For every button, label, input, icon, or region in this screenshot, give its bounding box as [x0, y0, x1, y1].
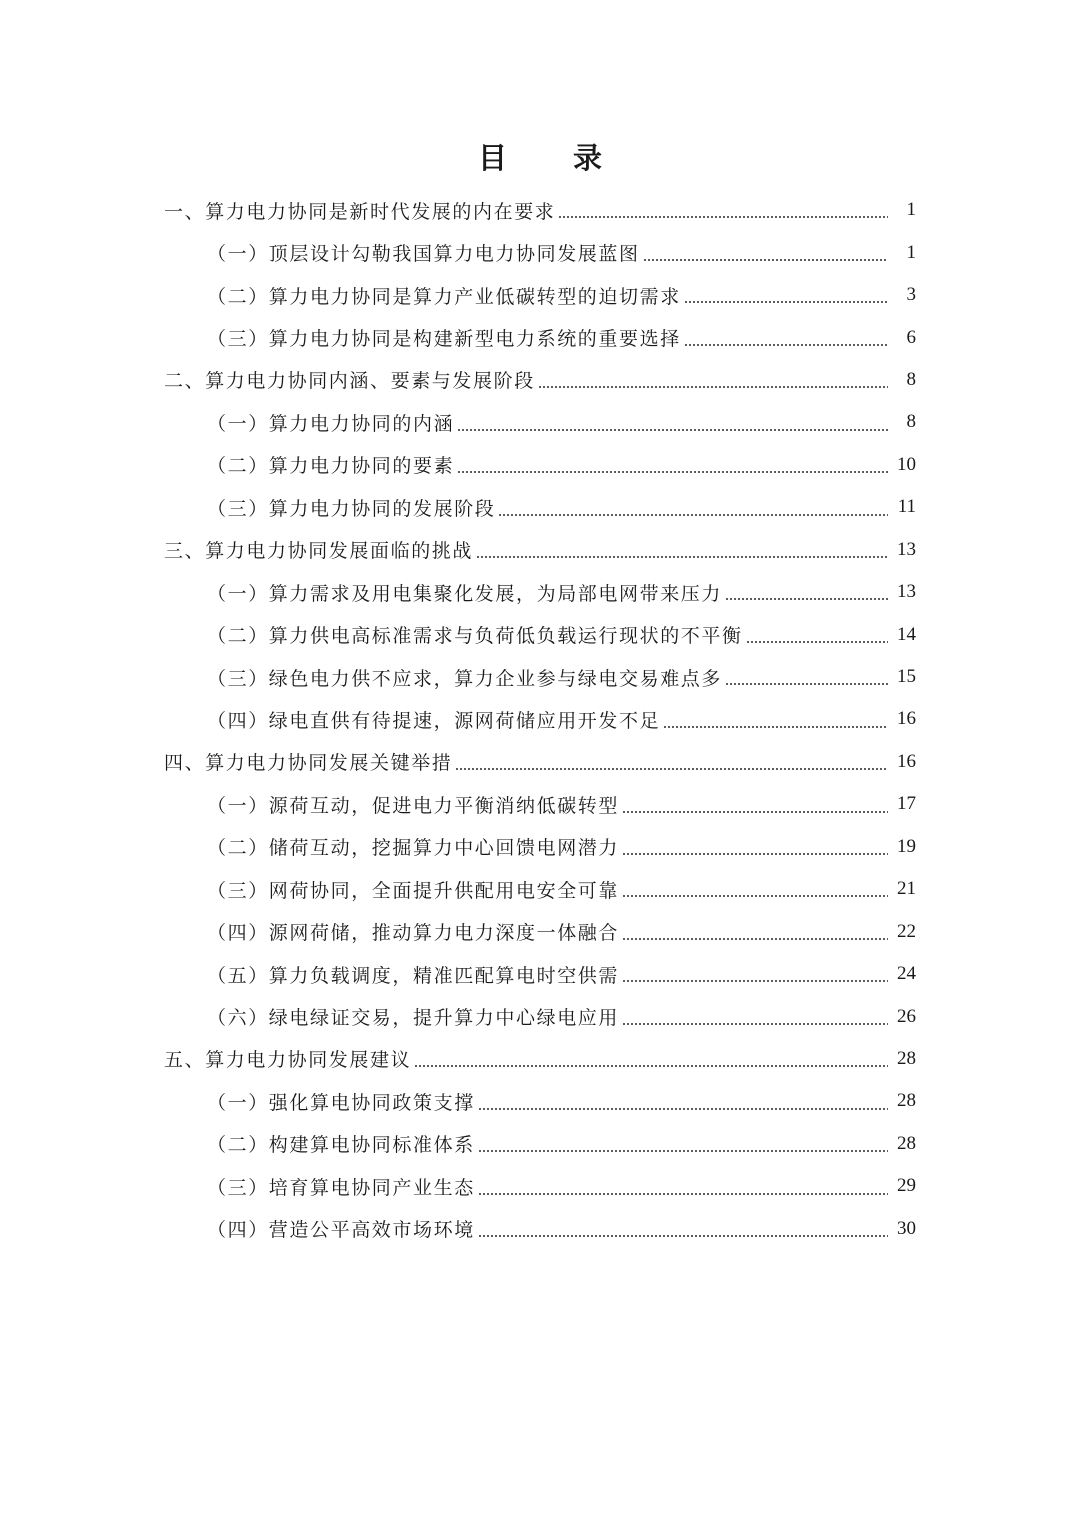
toc-entry-title: （六）绿电绿证交易，提升算力中心绿电应用: [207, 1007, 620, 1030]
dot-leader: [478, 1149, 888, 1153]
toc-section-entry[interactable]: [0, 995, 1080, 1037]
toc-section-entry[interactable]: [0, 316, 1080, 358]
dot-leader: [622, 894, 888, 898]
toc-section-entry[interactable]: [0, 1123, 1080, 1165]
toc-entry-title: （一）算力电力协同的内涵: [207, 412, 455, 435]
dot-leader: [622, 1022, 888, 1026]
toc-section-entry[interactable]: [0, 571, 1080, 613]
toc-page-number: 1: [906, 241, 916, 263]
toc-page-number: 19: [897, 835, 916, 857]
dot-leader: [725, 682, 888, 686]
toc-section-entry[interactable]: [0, 1080, 1080, 1122]
toc-chapter-entry[interactable]: [0, 359, 1080, 401]
toc-section-entry[interactable]: [0, 401, 1080, 443]
toc-entry-title: （一）强化算电协同政策支撑: [207, 1091, 475, 1114]
toc-entry-title: （三）网荷协同，全面提升供配用电安全可靠: [207, 879, 620, 902]
toc-page-number: 26: [897, 1005, 916, 1027]
dot-leader: [663, 725, 888, 729]
dot-leader: [498, 513, 888, 517]
dot-leader: [558, 215, 888, 219]
dot-leader: [684, 300, 888, 304]
dot-leader: [476, 555, 888, 559]
toc-page-number: 15: [897, 666, 916, 688]
toc-section-entry[interactable]: [0, 444, 1080, 486]
toc-section-entry[interactable]: [0, 783, 1080, 825]
dot-leader: [455, 767, 888, 771]
toc-section-entry[interactable]: [0, 868, 1080, 910]
toc-page-number: 8: [906, 368, 916, 390]
toc-page-number: 17: [897, 793, 916, 815]
toc-section-entry[interactable]: [0, 698, 1080, 740]
toc-section-entry[interactable]: [0, 953, 1080, 995]
toc-entry-title: （四）源网荷储，推动算力电力深度一体融合: [207, 922, 620, 945]
toc-section-entry[interactable]: [0, 486, 1080, 528]
dot-leader: [478, 1234, 888, 1238]
dot-leader: [414, 1064, 888, 1068]
toc-section-entry[interactable]: [0, 231, 1080, 273]
dot-leader: [622, 979, 888, 983]
dot-leader: [457, 428, 888, 432]
toc-page-number: 13: [897, 538, 916, 560]
toc-section-entry[interactable]: [0, 826, 1080, 868]
toc-section-entry[interactable]: [0, 910, 1080, 952]
toc-entry-title: 五、算力电力协同发展建议: [164, 1049, 412, 1072]
toc-page-number: 8: [906, 411, 916, 433]
toc-chapter-entry[interactable]: [0, 529, 1080, 571]
toc-page-number: 1: [906, 199, 916, 221]
toc-section-entry[interactable]: [0, 613, 1080, 655]
toc-entry-title: （二）构建算电协同标准体系: [207, 1134, 475, 1157]
toc-chapter-entry[interactable]: [0, 189, 1080, 231]
toc-entry-title: （三）算力电力协同的发展阶段: [207, 497, 496, 520]
toc-entry-title: 一、算力电力协同是新时代发展的内在要求: [164, 200, 556, 223]
toc-entry-title: （一）顶层设计勾勒我国算力电力协同发展蓝图: [207, 243, 640, 266]
toc-page-number: 3: [906, 284, 916, 306]
toc-page-number: 16: [897, 750, 916, 772]
toc-page-number: 28: [897, 1047, 916, 1069]
toc-section-entry[interactable]: [0, 1208, 1080, 1250]
toc-page-number: 11: [897, 496, 916, 518]
toc-page-number: 28: [897, 1090, 916, 1112]
dot-leader: [478, 1192, 888, 1196]
toc-page-number: 28: [897, 1132, 916, 1154]
toc-page-number: 10: [897, 453, 916, 475]
dot-leader: [457, 470, 888, 474]
toc-page-number: 6: [906, 326, 916, 348]
toc-entry-title: （二）算力电力协同的要素: [207, 455, 455, 478]
toc-entry-title: 四、算力电力协同发展关键举措: [164, 752, 453, 775]
dot-leader: [538, 385, 888, 389]
toc-entry-title: （二）储荷互动，挖掘算力中心回馈电网潜力: [207, 837, 620, 860]
toc-chapter-entry[interactable]: [0, 1038, 1080, 1080]
dot-leader: [725, 597, 888, 601]
toc-entry-title: （一）算力需求及用电集聚化发展，为局部电网带来压力: [207, 582, 723, 605]
toc-entry-title: 二、算力电力协同内涵、要素与发展阶段: [164, 370, 535, 393]
toc-entry-title: （二）算力电力协同是算力产业低碳转型的迫切需求: [207, 285, 681, 308]
toc-entry-title: （一）源荷互动，促进电力平衡消纳低碳转型: [207, 794, 620, 817]
dot-leader: [622, 852, 888, 856]
dot-leader: [478, 1107, 888, 1111]
toc-section-entry[interactable]: [0, 656, 1080, 698]
toc-chapter-entry[interactable]: [0, 741, 1080, 783]
toc-page-number: 22: [897, 920, 916, 942]
toc-page-number: 24: [897, 963, 916, 985]
toc-page-number: 16: [897, 708, 916, 730]
dot-leader: [622, 937, 888, 941]
toc-page-number: 21: [897, 878, 916, 900]
toc-entry-title: （二）算力供电高标准需求与负荷低负载运行现状的不平衡: [207, 625, 743, 648]
table-of-contents: [0, 189, 1080, 1250]
toc-entry-title: （三）算力电力协同是构建新型电力系统的重要选择: [207, 328, 681, 351]
toc-page-number: 29: [897, 1175, 916, 1197]
page-title: 目 录: [477, 141, 631, 175]
toc-section-entry[interactable]: [0, 1165, 1080, 1207]
dot-leader: [643, 258, 888, 262]
toc-page-number: 30: [897, 1217, 916, 1239]
toc-section-entry[interactable]: [0, 274, 1080, 316]
dot-leader: [746, 640, 888, 644]
toc-entry-title: （三）绿色电力供不应求，算力企业参与绿电交易难点多: [207, 667, 723, 690]
toc-page-number: 14: [897, 623, 916, 645]
toc-entry-title: （四）营造公平高效市场环境: [207, 1219, 475, 1242]
toc-entry-title: （四）绿电直供有待提速，源网荷储应用开发不足: [207, 709, 661, 732]
dot-leader: [622, 810, 888, 814]
toc-entry-title: （五）算力负载调度，精准匹配算电时空供需: [207, 964, 620, 987]
dot-leader: [684, 343, 888, 347]
toc-entry-title: （三）培育算电协同产业生态: [207, 1176, 475, 1199]
toc-page-number: 13: [897, 581, 916, 603]
toc-entry-title: 三、算力电力协同发展面临的挑战: [164, 540, 474, 563]
